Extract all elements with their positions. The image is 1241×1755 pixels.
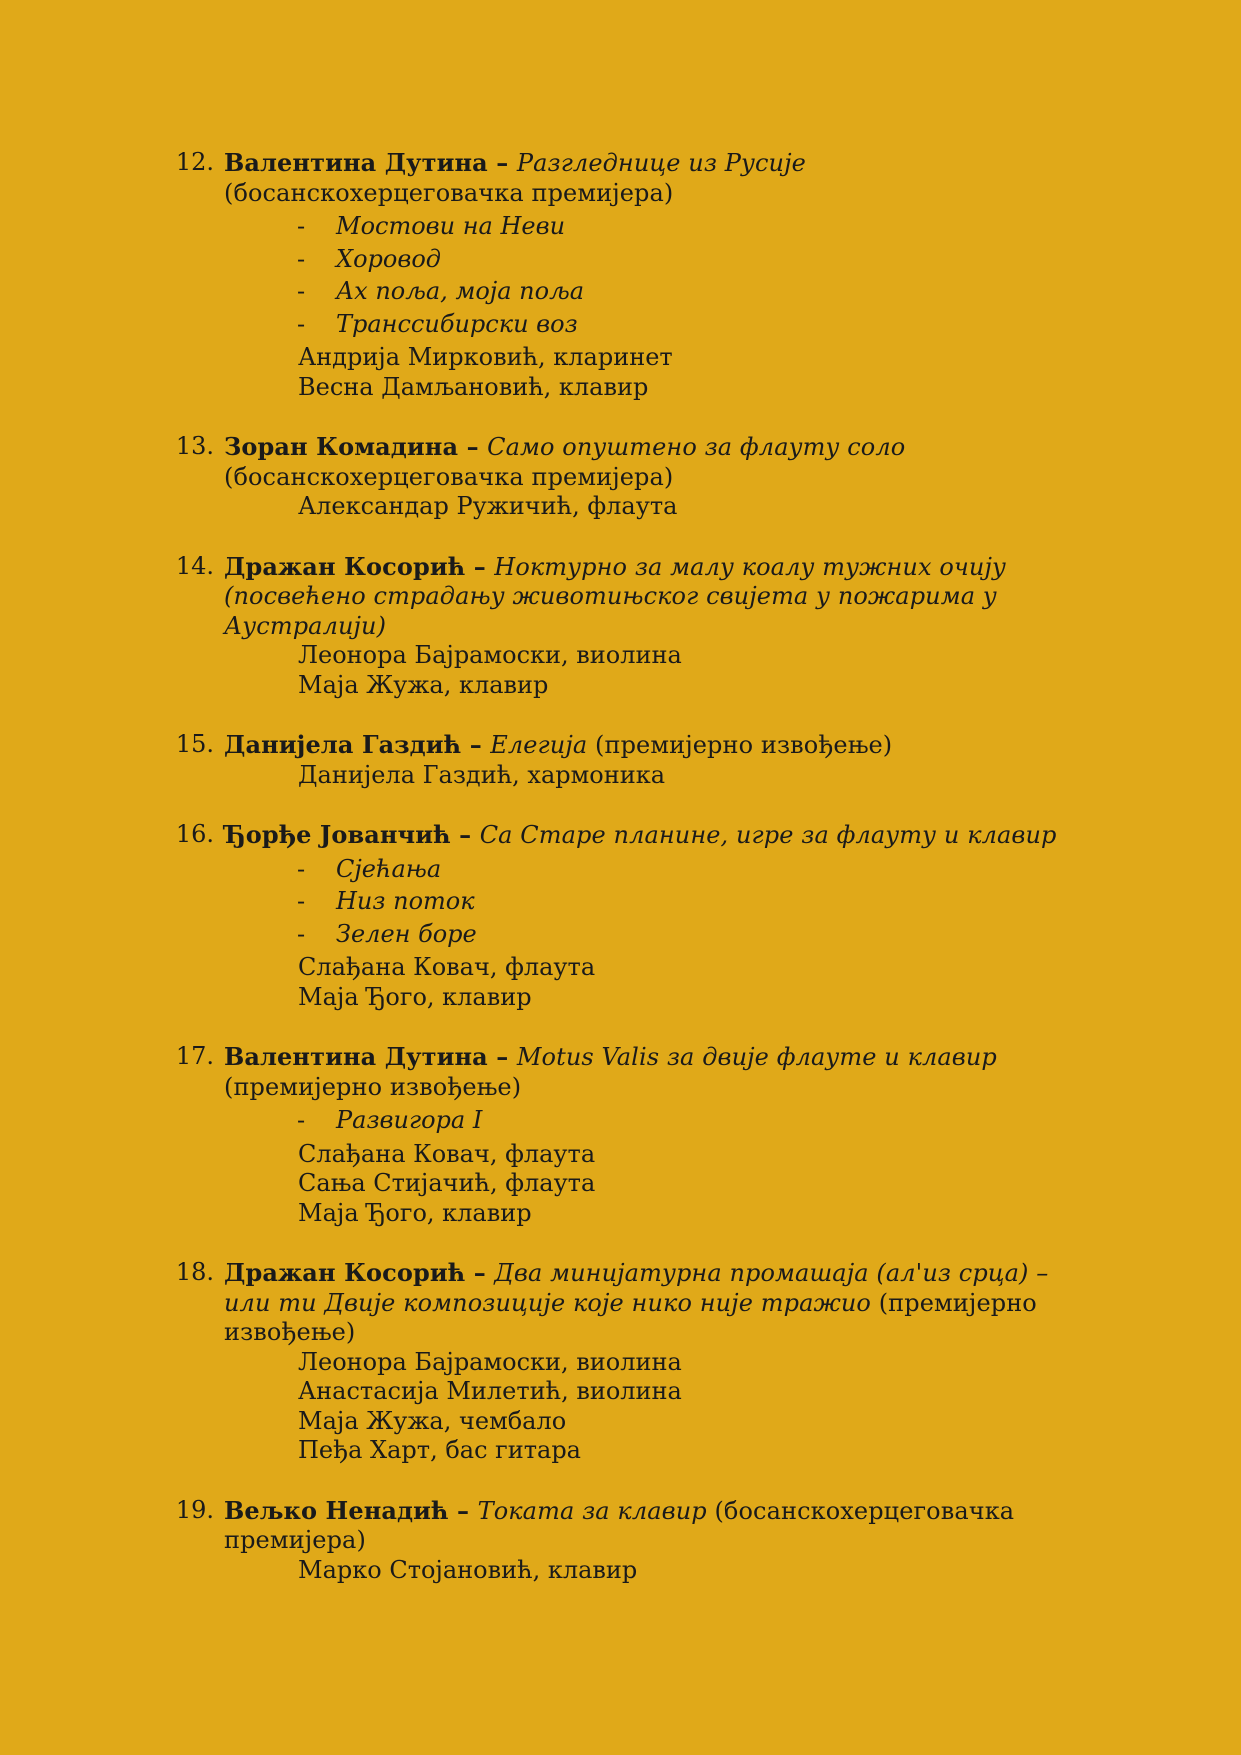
movement-item <box>297 918 1241 951</box>
movement-item <box>297 308 1241 341</box>
premiere-note: (босанскохерцеговачка премијера) <box>224 462 674 491</box>
program-item <box>0 148 1241 402</box>
movement-title: Хоровод <box>336 244 441 273</box>
separator-dash: – <box>461 730 491 759</box>
separator-dash: – <box>487 148 517 177</box>
performer-line: Леонора Бајрамоски, виолина <box>298 1347 682 1376</box>
movement-dash: - <box>297 887 306 915</box>
movement-item <box>297 275 1241 308</box>
performer-line: Слађана Ковач, флаута <box>298 953 596 981</box>
separator-dash: – <box>465 1258 495 1287</box>
item-number: 15. <box>175 730 214 758</box>
item-number: 14. <box>175 551 214 580</box>
separator-dash: – <box>487 1042 517 1071</box>
movement-item <box>297 243 1241 276</box>
movement-title: Ах поља, моја поља <box>336 277 585 305</box>
performer-line: Сања Стијачић, флаута <box>298 1169 596 1197</box>
item-heading <box>224 148 1094 208</box>
performer-list <box>0 343 1241 402</box>
premiere-note: (премијерно извођење) <box>224 1288 1037 1346</box>
performer-line: Маја Жужа, чембало <box>298 1406 567 1435</box>
program-item <box>0 820 1241 1012</box>
composer-name: Ђорђе Јованчић <box>224 820 451 849</box>
composer-name: Вељко Ненадић <box>224 1495 449 1525</box>
performer-list <box>0 1140 1241 1229</box>
movement-title: Транссибирски воз <box>336 309 578 338</box>
performer-line: Маја Ђого, клавир <box>298 982 532 1011</box>
performer-line: Андрија Мирковић, кларинет <box>298 343 673 371</box>
premiere-note: (босанскохерцеговачка премијера) <box>224 178 674 207</box>
performer-list <box>0 761 1241 791</box>
performer-list <box>0 1556 1241 1586</box>
movement-list <box>0 853 1241 951</box>
item-number: 16. <box>175 820 214 848</box>
work-title: Ноктурно за малу коалу тужних очију (посвећено страдању животињског свијета у пожарима у Аустралији) <box>224 552 1007 640</box>
work-title: Елегија <box>490 731 588 759</box>
composer-name: Дражан Косорић <box>224 551 466 581</box>
movement-title: Сјећања <box>336 854 442 883</box>
movement-dash: - <box>297 277 306 305</box>
movement-title: Зелен боре <box>336 919 477 948</box>
movement-title: Низ поток <box>336 887 475 915</box>
movement-dash: - <box>297 212 306 240</box>
performer-line: Данијела Газдић, хармоника <box>298 760 666 789</box>
performer-list <box>0 641 1241 700</box>
performer-line: Леонора Бајрамоски, виолина <box>298 641 682 669</box>
performer-line: Пеђа Харт, бас гитара <box>298 1436 581 1464</box>
item-number: 12. <box>175 148 214 176</box>
movement-dash: - <box>297 244 306 273</box>
movement-item <box>297 885 1241 918</box>
work-title: Само опуштено за флауту соло <box>487 433 906 461</box>
premiere-note: (премијерно извођење) <box>224 1072 522 1101</box>
performer-line: Слађана Ковач, флаута <box>298 1139 596 1168</box>
program-item <box>0 1042 1241 1228</box>
item-heading <box>224 432 1094 492</box>
performer-line: Марко Стојановић, клавир <box>298 1555 638 1584</box>
program-item <box>0 1258 1241 1466</box>
composer-name: Дражан Косорић <box>224 1258 466 1287</box>
program-item <box>0 1496 1241 1586</box>
work-title: Токата за клавир <box>477 1496 707 1525</box>
premiere-note: (премијерно извођење) <box>587 731 893 759</box>
movement-item <box>297 853 1241 886</box>
item-heading <box>224 552 1094 642</box>
performer-line: Александар Ружичић, флаута <box>298 492 678 520</box>
item-heading <box>224 1042 1094 1102</box>
composer-name: Валентина Дутина <box>224 148 488 177</box>
separator-dash: – <box>450 820 480 849</box>
work-title: Разгледнице из Русије <box>516 149 806 177</box>
work-title: Са Старе планине, игре за флауту и клавир <box>479 821 1057 849</box>
item-heading <box>224 1258 1094 1348</box>
performer-line: Весна Дамљановић, клавир <box>298 372 649 401</box>
movement-list <box>0 210 1241 340</box>
performer-list <box>0 953 1241 1012</box>
movement-dash: - <box>297 309 306 338</box>
premiere-note: (босанскохерцеговачка премијера) <box>224 1496 1015 1554</box>
item-number: 13. <box>175 432 214 460</box>
composer-name: Зоран Комадина <box>224 432 459 461</box>
movement-list <box>0 1104 1241 1137</box>
performer-line: Анастасија Милетић, виолина <box>298 1377 682 1405</box>
program-item <box>0 730 1241 790</box>
movement-dash: - <box>297 1106 306 1134</box>
performer-line: Маја Ђого, клавир <box>298 1198 532 1227</box>
composer-name: Данијела Газдић <box>224 730 462 759</box>
program-list <box>0 148 1241 1585</box>
separator-dash: – <box>465 551 495 581</box>
work-title: Два минијатурна промашаја (ал'из срца) – или ти Двије композиције које нико није тражио <box>224 1259 1049 1317</box>
movement-dash: - <box>297 919 306 948</box>
item-heading <box>224 820 1094 851</box>
separator-dash: – <box>448 1495 478 1525</box>
movement-title: Мостови на Неви <box>336 212 566 240</box>
item-number: 18. <box>175 1258 214 1286</box>
performer-line: Маја Жужа, клавир <box>298 670 549 699</box>
movement-dash: - <box>297 854 306 883</box>
composer-name: Валентина Дутина <box>224 1042 488 1071</box>
item-number: 17. <box>175 1042 214 1070</box>
item-heading <box>224 730 1094 761</box>
movement-title: Развигора I <box>336 1106 483 1134</box>
work-title: Motus Valis за двије флауте и клавир <box>516 1043 997 1071</box>
movement-item <box>297 210 1241 243</box>
separator-dash: – <box>458 432 488 461</box>
item-heading <box>224 1496 1094 1556</box>
program-item <box>0 432 1241 522</box>
performer-list <box>0 1348 1241 1466</box>
movement-item <box>297 1104 1241 1137</box>
item-number: 19. <box>175 1495 214 1524</box>
program-item <box>0 552 1241 701</box>
performer-list <box>0 492 1241 522</box>
